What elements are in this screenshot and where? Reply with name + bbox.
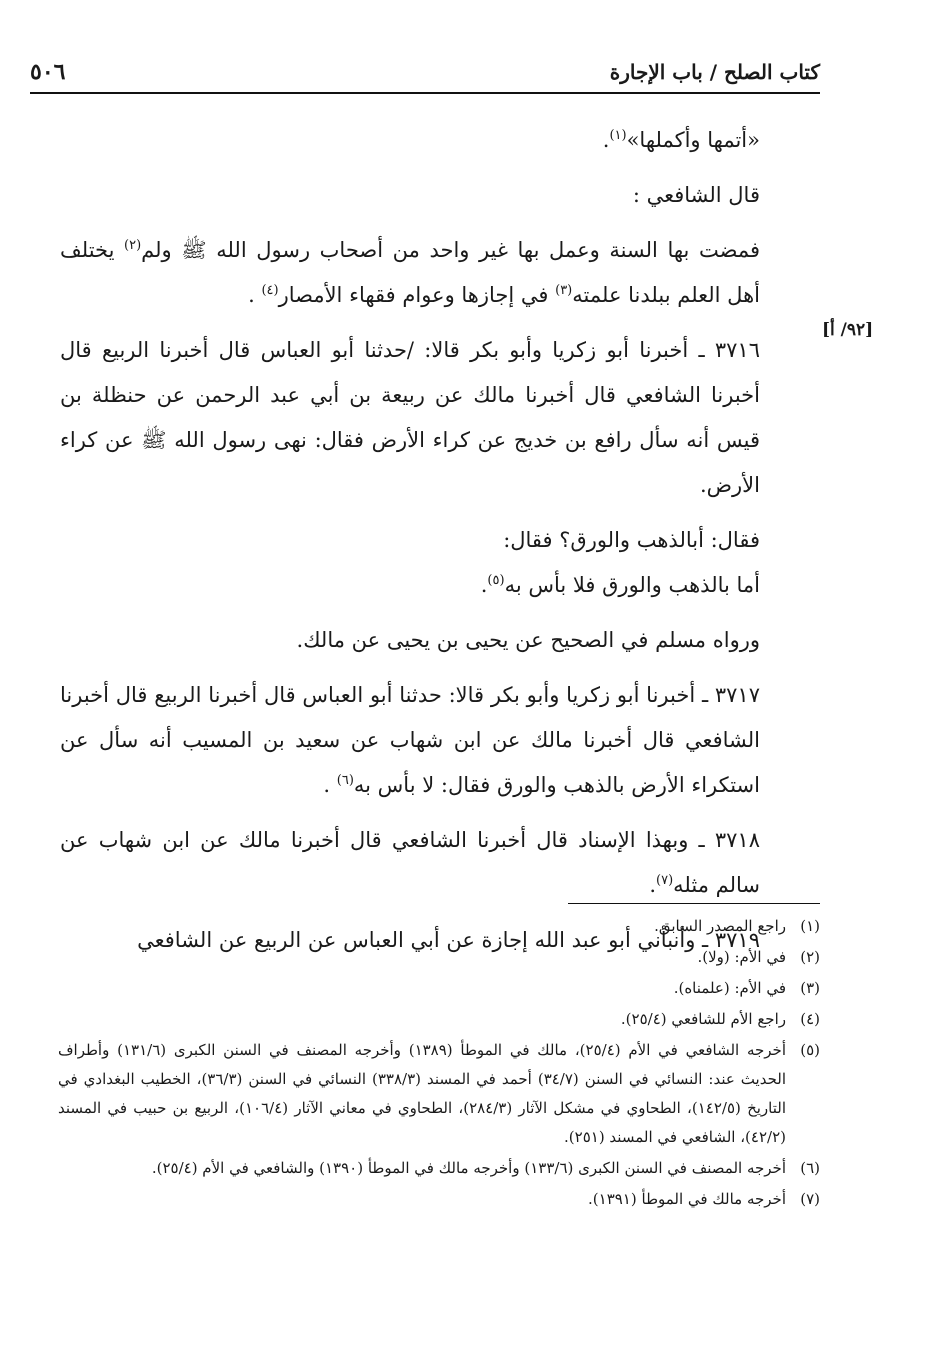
punct: .	[323, 773, 337, 797]
footnote	[58, 1185, 820, 1214]
footnote	[58, 1005, 820, 1034]
punct: .	[480, 573, 488, 597]
footnotes	[58, 912, 820, 1216]
footnote-number: (٥)	[800, 1041, 820, 1059]
footnote	[58, 1036, 820, 1152]
punct: .	[602, 128, 610, 152]
footnote-text: أخرجه الشافعي في الأم (٢٥/٤)، مالك في الموطأ (١٣٨٩) وأخرجه المصنف في السنن الكبرى (١٣١/٦) وأطراف الحديث عند: النسائي في السنن (٣٤/٧) أحمد في المسند (٣٣٨/٣) النسائي في السنن (٣٦/٣)، الخطيب البغدادي في التاريخ (١٤٢/٥)، الطحاوي في مشكل الآثار (٢٨٤/٣)، الطحاوي في معاني الآثار (١٠٦/٤)، الربيع بن حبيب في المسند (٤٢/٢)، الشافعي في المسند (٢٥١).	[58, 1041, 787, 1146]
footnote-number: (٤)	[800, 1010, 820, 1028]
paragraph-2: قال الشافعي :	[632, 183, 760, 207]
text-segment: فمضت بها السنة وعمل بها غير واحد من أصحاب رسول الله ﷺ ولم	[141, 238, 760, 262]
punct: .	[248, 283, 262, 307]
paragraph-3	[60, 228, 760, 318]
text-segment: يختلف أهل العلم ببلدنا علمته	[60, 238, 760, 307]
quote-text: «أتمها وأكملها»	[626, 128, 760, 152]
footnote-ref-6: (٦)	[336, 773, 354, 788]
footnote-separator	[568, 903, 820, 904]
punct: .	[649, 873, 657, 897]
text-segment: أما بالذهب والورق فلا بأس به	[504, 573, 760, 597]
footnote-number: (٦)	[800, 1159, 820, 1177]
hadith-3717	[60, 673, 760, 808]
footnote-number: (٣)	[800, 979, 820, 997]
footnote-text: أخرجه المصنف في السنن الكبرى (١٣٣/٦) وأخرجه مالك في الموطأ (١٣٩٠) والشافعي في الأم (٢٥/٤).	[151, 1159, 786, 1177]
paragraph-5: فقال: أبالذهب والورق؟ فقال:	[503, 528, 760, 552]
footnote-text: راجع المصدر السابق.	[654, 917, 786, 935]
footnote	[58, 912, 820, 941]
running-title: كتاب الصلح / باب الإجارة	[609, 60, 820, 84]
footnote-text: في الأم: (علمناه).	[673, 979, 786, 997]
footnote	[58, 943, 820, 972]
hadith-3718	[60, 818, 760, 908]
footnote-text: أخرجه مالك في الموطأ (١٣٩١).	[588, 1190, 786, 1208]
paragraph-1	[60, 118, 760, 163]
footnote-text: في الأم: (ولا).	[697, 948, 786, 966]
footnote-ref-7: (٧)	[656, 873, 674, 888]
footnote-number: (١)	[800, 917, 820, 935]
hadith-3716: ٣٧١٦ ـ أخبرنا أبو زكريا وأبو بكر قالا: /حدثنا أبو العباس قال أخبرنا الربيع قال أخبرنا الشافعي قال أخبرنا مالك عن ربيعة بن أبي عبد الرحمن عن حنظلة بن قيس أنه سأل رافع بن خديج عن كراء الأرض فقال: نهى رسول الله ﷺ عن كراء الأرض.	[60, 338, 760, 497]
footnote-ref-4: (٤)	[261, 283, 279, 298]
text-segment: في إجازها وعوام فقهاء الأمصار	[278, 283, 556, 307]
text-segment: ٣٧١٨ ـ وبهذا الإسناد قال أخبرنا الشافعي قال أخبرنا مالك عن ابن شهاب عن سالم مثله	[60, 828, 760, 897]
footnote-ref-1: (١)	[609, 128, 627, 143]
page-header	[30, 52, 820, 94]
text-segment: ٣٧١٧ ـ أخبرنا أبو زكريا وأبو بكر قالا: حدثنا أبو العباس قال أخبرنا الربيع قال أخبرنا الشافعي قال أخبرنا مالك عن ابن شهاب عن سعيد بن المسيب أنه سأل عن استكراء الأرض بالذهب والورق فقال: لا بأس به	[60, 683, 760, 797]
footnote-ref-3: (٣)	[555, 283, 573, 298]
footnote-text: راجع الأم للشافعي (٢٥/٤).	[620, 1010, 786, 1028]
paragraph-7: ورواه مسلم في الصحيح عن يحيى بن يحيى عن مالك.	[296, 628, 760, 652]
paragraph-6	[60, 563, 760, 608]
hadith-3719: ٣٧١٩ ـ وأنبأني أبو عبد الله إجازة عن أبي العباس عن الربيع عن الشافعي	[137, 928, 760, 952]
footnote	[58, 974, 820, 1003]
marginal-folio-reference: [٩٢/ أ]	[822, 320, 874, 340]
footnote	[58, 1154, 820, 1183]
page-number: ٥٠٦	[30, 59, 66, 85]
main-text	[60, 118, 760, 963]
footnote-number: (٢)	[800, 948, 820, 966]
footnote-ref-2: (٢)	[124, 238, 142, 253]
footnote-number: (٧)	[800, 1190, 820, 1208]
footnote-ref-5: (٥)	[487, 573, 505, 588]
